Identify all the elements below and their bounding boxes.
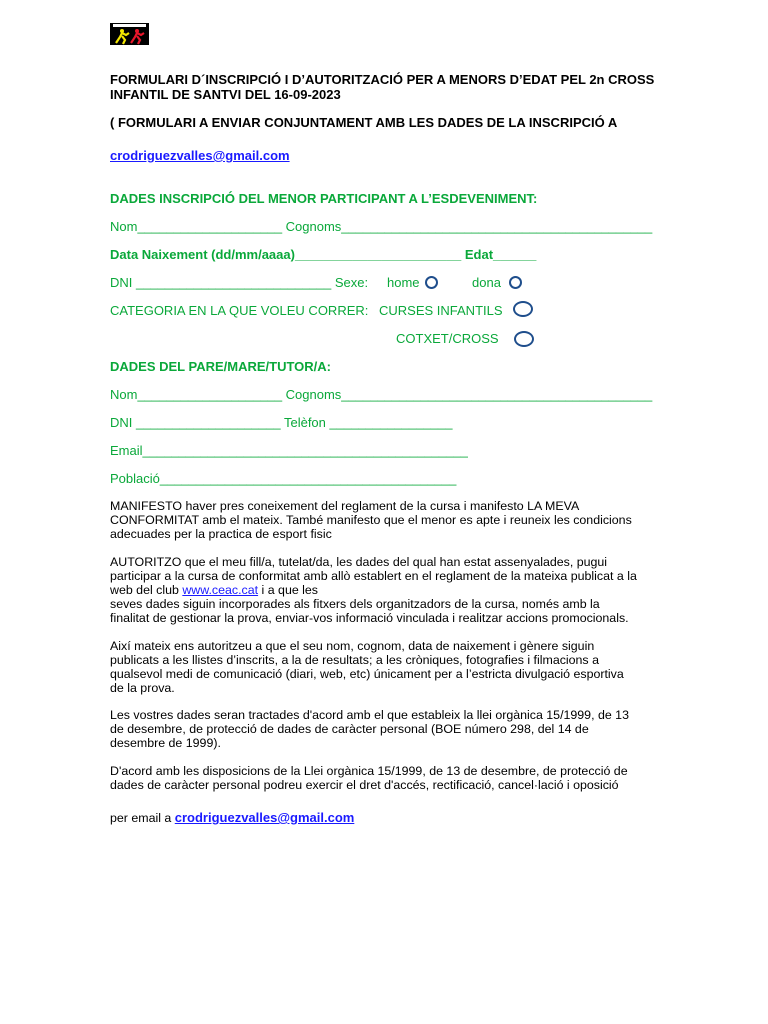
sex-female-label: dona <box>472 275 501 290</box>
manifesto-line: adecuades per la practica de esport fisic <box>110 527 332 541</box>
data-law-line: desembre de 1999). <box>110 736 221 750</box>
category-stroller-radio[interactable] <box>514 331 534 347</box>
form-title <box>110 72 654 102</box>
publish-line: qualsevol medi de comunicació (diari, web, etc) únicament per a l’estricta divulgació esportiva <box>110 667 624 681</box>
category-kids-radio[interactable] <box>513 301 533 317</box>
manifesto-line: CONFORMITAT amb el mateix. També manifesto que el menor es apte i reuneix les condicions <box>110 513 632 527</box>
sex-female-radio[interactable] <box>509 276 522 289</box>
authorize-line: finalitat de gestionar la prova, enviar-vos informació vinculada i realitzar accions promocionals. <box>110 611 629 625</box>
category-option-stroller-label: COTXET/CROSS <box>396 331 499 346</box>
publish-line: publicats a les llistes d’inscrits, a la de resultats; a les cròniques, fotografies i filmacions a <box>110 653 599 667</box>
sex-male-label: home <box>387 275 420 290</box>
footer-prefix: per email a <box>110 811 175 825</box>
manifesto-paragraph <box>110 499 670 541</box>
rights-line: D'acord amb les disposicions de la Llei orgànica 15/1999, de 13 de desembre, de protecció de <box>110 764 628 778</box>
minor-section-heading: DADES INSCRIPCIÓ DEL MENOR PARTICIPANT A L’ESDEVENIMENT: <box>110 191 538 206</box>
minor-dni-field[interactable]: DNI ___________________________ Sexe: <box>110 275 369 290</box>
form-subtitle: ( FORMULARI A ENVIAR CONJUNTAMENT AMB LES DADES DE LA INSCRIPCIÓ A <box>110 115 618 130</box>
footer-email-link[interactable]: crodriguezvalles@gmail.com <box>174 810 355 825</box>
category-option-kids-label: CURSES INFANTILS <box>379 303 503 318</box>
authorize-line-with-link <box>110 583 670 597</box>
minor-name-field[interactable]: Nom____________________ Cognoms___________________________________________ <box>110 219 653 234</box>
club-logo <box>110 23 149 45</box>
rights-paragraph <box>110 764 670 792</box>
guardian-email-field[interactable]: Email_____________________________________________ <box>110 443 468 458</box>
authorize-line: seves dades siguin incorporades als fitxers dels organitzadors de la cursa, només amb la <box>110 597 600 611</box>
data-law-line: de desembre, de protecció de dades de caràcter personal (BOE número 298, del 14 de <box>110 722 589 736</box>
footer-line <box>110 810 354 825</box>
authorize-line3-post: i a que les <box>258 583 319 597</box>
authorize-line: AUTORITZO que el meu fill/a, tutelat/da, les dades del qual han estat assenyalades, pugui <box>110 555 608 569</box>
guardian-section-heading: DADES DEL PARE/MARE/TUTOR/A: <box>110 359 332 374</box>
authorize-paragraph <box>110 555 670 625</box>
form-title-line1: FORMULARI D´INSCRIPCIÓ I D’AUTORITZACIÓ PER A MENORS D’EDAT PEL 2n CROSS <box>110 72 655 87</box>
form-title-line2: INFANTIL DE SANTVI DEL 16-09-2023 <box>110 87 341 102</box>
guardian-name-field[interactable]: Nom____________________ Cognoms___________________________________________ <box>110 387 653 402</box>
sex-male-radio[interactable] <box>425 276 438 289</box>
manifesto-line: MANIFESTO haver pres coneixement del reglament de la cursa i manifesto LA MEVA <box>110 499 580 513</box>
authorize-line: participar a la cursa de conformitat amb allò establert en el reglament de la mateixa publicat a la <box>110 569 637 583</box>
authorize-line3-pre: web del club <box>110 583 183 597</box>
guardian-dni-phone-field[interactable]: DNI ____________________ Telèfon _________________ <box>110 415 453 430</box>
category-label: CATEGORIA EN LA QUE VOLEU CORRER: <box>110 303 369 318</box>
rights-line: dades de caràcter personal podreu exercir el dret d'accés, rectificació, cancel·lació i oposició <box>110 778 619 792</box>
contact-email-link[interactable]: crodriguezvalles@gmail.com <box>110 148 290 163</box>
club-website-link[interactable]: www.ceac.cat <box>182 583 259 597</box>
minor-birthdate-field[interactable]: Data Naixement (dd/mm/aaaa)_______________________ Edat______ <box>110 247 537 262</box>
guardian-town-field[interactable]: Població_________________________________________ <box>110 471 457 486</box>
data-law-line: Les vostres dades seran tractades d'acord amb el que estableix la llei orgànica 15/1999, de 13 <box>110 708 629 722</box>
publish-line: de la prova. <box>110 681 175 695</box>
publish-line: Així mateix ens autoritzeu a que el seu nom, cognom, data de naixement i gènere siguin <box>110 639 595 653</box>
publish-paragraph <box>110 639 670 695</box>
data-law-paragraph <box>110 708 670 750</box>
